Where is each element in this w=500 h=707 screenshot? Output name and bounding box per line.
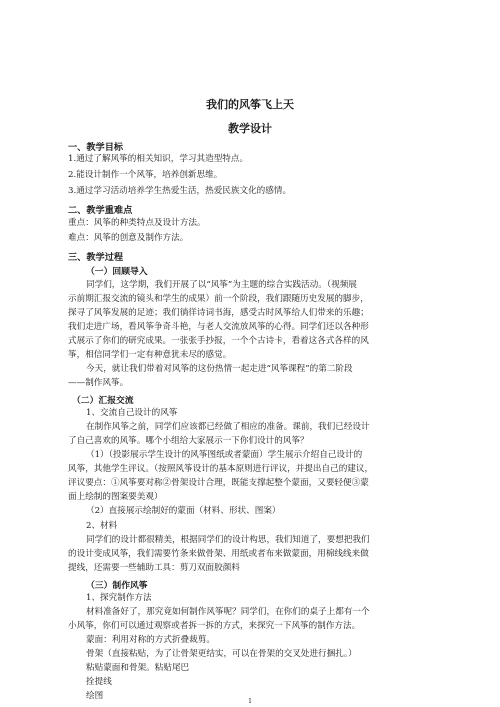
- paragraph-line: 1、交流自己设计的风筝: [86, 408, 178, 418]
- paragraph-line: 了自己喜欢的风筝。哪个小组给大家展示一下你们设计的风筝？: [68, 436, 309, 446]
- paragraph-line: 同学们，这学期，我们开展了以“风筝”为主题的综合实践活动。（视频展: [86, 280, 357, 290]
- paragraph-line: 的设计变成风筝，我们需要竹条来做骨架、用纸或者布来做蒙面，用棉线线来做: [68, 549, 369, 559]
- paragraph-line: 面上绘制的图案要美观）: [68, 492, 163, 502]
- paragraph-line: 风筝，其他学生评议。（按照风筝设计的基本原则进行评议，并提出自己的建议，: [68, 464, 374, 474]
- paragraph-line: 筝，相信同学们一定有种意犹未尽的感觉。: [68, 350, 232, 360]
- key-point-item: 重点：风筝的种类特点及设计方法。: [68, 218, 206, 228]
- document-title: 我们的风筝飞上天: [206, 98, 294, 111]
- paragraph-line: ——制作风筝。: [68, 378, 129, 388]
- page-number: 1: [248, 698, 252, 705]
- section-heading-goals: 一、教学目标: [68, 142, 124, 153]
- paragraph-line: 拴提线: [86, 677, 112, 687]
- paragraph-line: （2）直接展示绘制好的蒙面（材料、形状、图案）: [86, 506, 281, 516]
- paragraph-line: （1）（投影展示学生设计的风筝图纸或者蒙面）学生展示介绍自己设计的: [86, 450, 363, 460]
- paragraph-line: 骨架（直接粘贴，为了让骨架更结实，可以在骨架的交叉处进行捆扎。）: [86, 649, 357, 659]
- paragraph-line: 提线，还需要一些辅助工具：剪刀双面胶颜料: [68, 563, 240, 573]
- paragraph-line: 材料准备好了，那究竟如何制作风筝呢？同学们，在你们的桌子上都有一个: [86, 607, 370, 617]
- paragraph-line: 示前期汇报交流的镜头和学生的成果）前一个阶段，我们跟随历史发展的脚步，: [68, 294, 369, 304]
- goal-item: 2.能设计制作一个风筝，培养创新思维。: [68, 170, 223, 180]
- paragraph-line: 蒙面：利用对称的方式折叠裁剪。: [86, 635, 215, 645]
- paragraph-line: 粘贴蒙面和骨架。粘贴尾巴: [86, 663, 190, 673]
- paragraph-line: 评议要点：①风筝要对称②骨架设计合理，既能支撑起整个蒙面，又要轻便③蒙: [68, 478, 369, 488]
- paragraph-line: 绘图: [86, 691, 104, 701]
- paragraph-line: 在制作风筝之前，同学们应该都已经做了相应的准备。课前，我们已经设计: [86, 422, 370, 432]
- section-heading-key-points: 二、教学重难点: [68, 205, 133, 216]
- paragraph-line: 2、材料: [86, 521, 118, 531]
- subsection-heading-review: （一）回顾导入: [86, 267, 148, 277]
- paragraph-line: 探寻了风筝发展的足迹；我们徜徉诗词书海，感受古时风筝给人们带来的乐趣；: [68, 308, 369, 318]
- goal-item: 3.通过学习活动培养学生热爱生活，热爱民族文化的感情。: [68, 186, 292, 196]
- section-heading-process: 三、教学过程: [68, 252, 124, 263]
- paragraph-line: 式展示了你们的研究成果。一张张手抄报，一个个古诗卡，看着这各式各样的风: [68, 336, 369, 346]
- subsection-heading-report: （二）汇报交流: [72, 396, 134, 406]
- document-subtitle: 教学设计: [228, 122, 272, 135]
- goal-item: 1.通过了解风筝的相关知识，学习其造型特点。: [68, 154, 249, 164]
- paragraph-line: 小风筝，你们可以通过观察或者拆一拆的方式，来探究一下风筝的制作方法。: [68, 621, 361, 631]
- paragraph-line: 同学们的设计都很精美，根据同学们的设计构思，我们知道了，要想把我们: [86, 535, 370, 545]
- paragraph-line: 我们走进广场，看风筝争奇斗艳，与老人交流放风筝的心得。同学们还以各种形: [68, 322, 369, 332]
- paragraph-line: 今天，就让我们带着对风筝的这份热情一起走进“风筝课程”的第二阶段: [86, 364, 353, 374]
- key-point-item: 难点：风筝的创意及制作方法。: [68, 233, 189, 243]
- paragraph-line: 1、探究制作方法: [86, 593, 152, 603]
- subsection-heading-making: （三）制作风筝: [86, 581, 148, 591]
